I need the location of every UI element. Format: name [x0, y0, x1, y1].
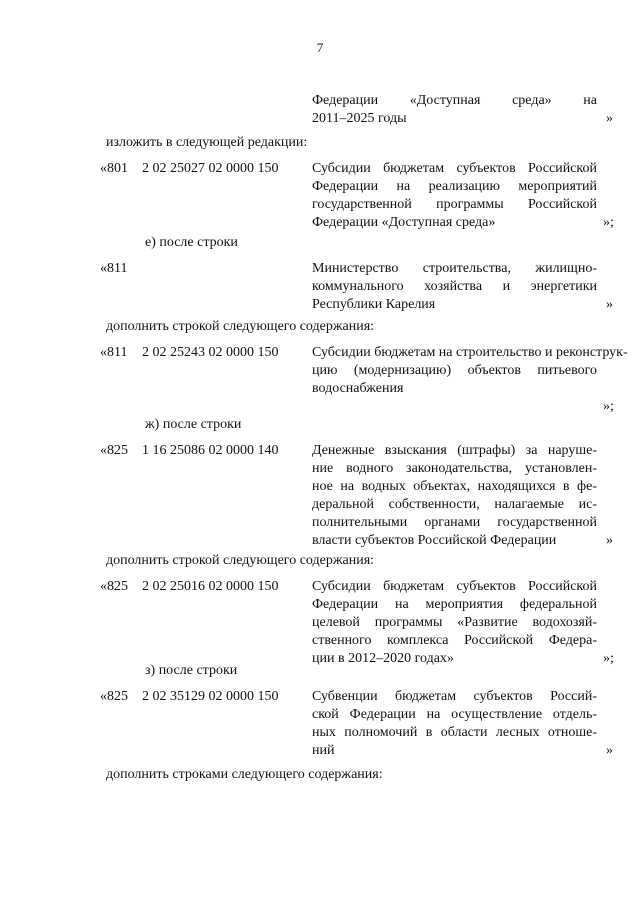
desc-line: целевой программы «Развитие водохозяй-: [312, 615, 597, 630]
row-description: [312, 578, 597, 668]
desc-line: Федерации на мероприятия федеральной: [312, 597, 597, 612]
desc-line: ний: [312, 743, 335, 758]
desc-line: Федерации на реализацию мероприятий: [312, 179, 597, 194]
instruction-text: дополнить строкой следующего содержания:: [106, 319, 375, 334]
desc-line: цию (модернизацию) объектов питьевого: [312, 363, 597, 378]
desc-line: Федерации «Доступная среда» на: [312, 93, 597, 108]
desc-line: Субсидии бюджетам субъектов Российской: [312, 579, 597, 594]
page-number: 7: [316, 40, 324, 55]
desc-line: водоснабжения: [312, 381, 404, 396]
desc-line: Министерство строительства, жилищно-: [312, 261, 597, 276]
row-description: [312, 260, 597, 314]
closing-quote: »: [606, 743, 613, 758]
desc-line: Субвенции бюджетам субъектов Россий-: [312, 689, 597, 704]
instruction-text: изложить в следующей редакции:: [106, 135, 308, 150]
instruction-text: ж) после строки: [145, 417, 242, 432]
row-open-code: «811: [100, 345, 128, 360]
desc-line: ных полномочий в области лесных отноше-: [312, 725, 597, 740]
row-open-code: «825: [100, 689, 128, 704]
closing-quote: »: [606, 533, 613, 548]
desc-line: власти субъектов Российской Федерации: [312, 533, 557, 548]
row-description: [312, 160, 597, 232]
desc-line: ное на водных объектах, находящихся в фе-: [312, 479, 597, 494]
desc-line: государственной программы Российской: [312, 197, 597, 212]
budget-code: 2 02 25016 02 0000 150: [142, 579, 279, 594]
desc-line: Федерации «Доступная среда»: [312, 215, 496, 230]
desc-line: ственного комплекса Российской Федера-: [312, 633, 597, 648]
desc-line: ции в 2012–2020 годах»: [312, 651, 454, 666]
closing-quote: »;: [603, 651, 614, 666]
budget-code: 2 02 25027 02 0000 150: [142, 161, 279, 176]
row-open-code: «801: [100, 161, 128, 176]
closing-quote: »: [606, 297, 613, 312]
desc-line: деральной собственности, налагаемые ис-: [312, 497, 597, 512]
row-open-code: «825: [100, 443, 128, 458]
closing-quote: »;: [603, 399, 614, 414]
row-description: [312, 688, 597, 760]
budget-code: 2 02 25243 02 0000 150: [142, 345, 279, 360]
desc-line: полнительными органами государственной: [312, 515, 597, 530]
desc-line: Субсидии бюджетам на строительство и реконструк-: [312, 345, 628, 360]
instruction-text: дополнить строкой следующего содержания:: [106, 553, 375, 568]
budget-code: 2 02 35129 02 0000 150: [142, 689, 279, 704]
row-open-code: «811: [100, 261, 128, 276]
row-description: [312, 344, 628, 398]
desc-line: 2011–2025 годы: [312, 111, 407, 126]
instruction-text: дополнить строками следующего содержания:: [106, 767, 383, 782]
desc-line: Денежные взыскания (штрафы) за наруше-: [312, 443, 597, 458]
desc-line: Республики Карелия: [312, 297, 436, 312]
desc-line: Субсидии бюджетам субъектов Российской: [312, 161, 597, 176]
continued-description: [312, 92, 597, 128]
instruction-text: з) после строки: [145, 663, 238, 678]
desc-line: коммунального хозяйства и энергетики: [312, 279, 597, 294]
row-open-code: «825: [100, 579, 128, 594]
budget-code: 1 16 25086 02 0000 140: [142, 443, 279, 458]
closing-quote: »: [606, 111, 613, 126]
desc-line: ской Федерации на осуществление отдель-: [312, 707, 597, 722]
desc-line: ние водного законодательства, установлен-: [312, 461, 597, 476]
instruction-text: е) после строки: [145, 235, 238, 250]
closing-quote: »;: [603, 215, 614, 230]
row-description: [312, 442, 597, 550]
